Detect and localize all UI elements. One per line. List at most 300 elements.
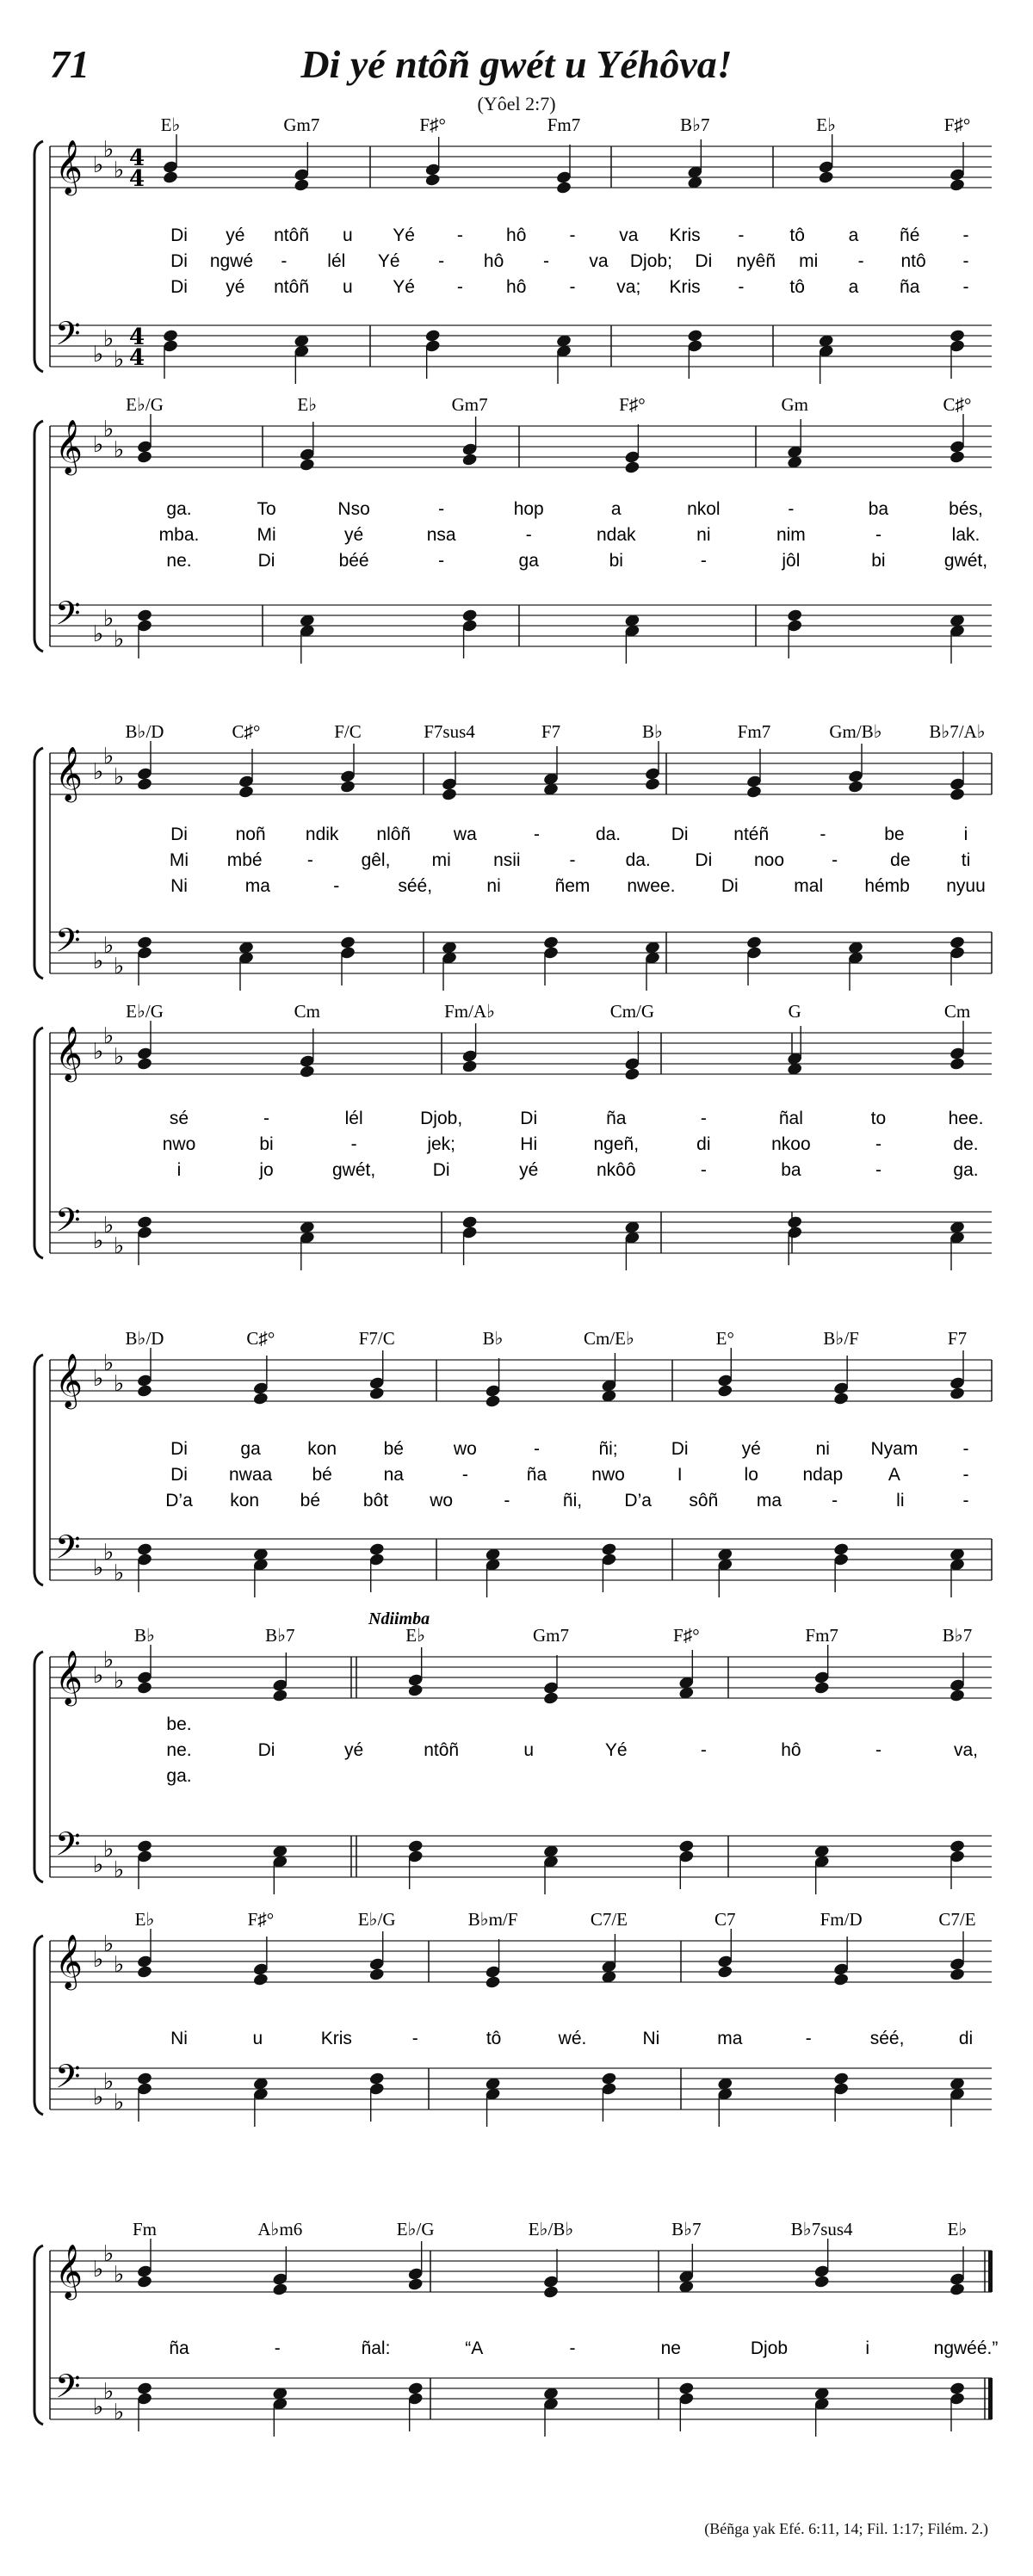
lyric-syllable: ña — [169, 2338, 189, 2358]
lyric-syllable: kon — [230, 1491, 260, 1510]
lyric-syllable: va — [589, 251, 609, 271]
key-flat-icon: ♭ — [93, 1228, 104, 1254]
chord-symbol: B♭7 — [671, 2219, 702, 2239]
lyric-syllable: nkôô — [597, 1160, 636, 1180]
lyric-syllable: a — [610, 499, 622, 519]
lyric-syllable: va, — [953, 1740, 979, 1760]
bass-clef-icon: 𝄢 — [55, 2367, 81, 2413]
lyric-syllable: ba — [868, 499, 889, 519]
lyric-syllable: Hi — [520, 1134, 538, 1154]
lyric-syllable: u — [523, 1740, 535, 1760]
lyric-syllable: ñé — [900, 225, 920, 245]
lyric-syllable: hô — [483, 251, 504, 271]
treble-clef-icon: 𝄞 — [55, 1353, 83, 1407]
system-8 — [34, 2219, 998, 2437]
lyric-syllable: tô — [486, 2029, 502, 2048]
key-flat-icon: ♭ — [93, 1663, 104, 1689]
chord-symbol: E♭/B♭ — [528, 2219, 574, 2239]
chord-symbol: A♭m6 — [257, 2219, 303, 2239]
lyric-syllable: kon — [307, 1439, 337, 1459]
key-flat-icon: ♭ — [103, 1350, 114, 1376]
system-bracket — [34, 2246, 43, 2425]
chord-symbol: F7 — [947, 1328, 968, 1349]
chord-symbol: E° — [715, 1328, 734, 1349]
lyric-syllable: bi — [871, 551, 886, 571]
lyric-syllable: - — [962, 1439, 969, 1459]
lyric-syllable: noñ — [235, 825, 266, 844]
key-flat-icon: ♭ — [93, 342, 104, 368]
chord-symbol: Fm/D — [820, 1909, 863, 1930]
chord-symbol: F♯° — [247, 1909, 275, 1930]
lyric-syllable: nyuu — [946, 876, 986, 896]
lyric-syllable: - — [875, 525, 881, 545]
final-barline — [988, 2378, 993, 2419]
key-flat-icon: ♭ — [103, 1213, 114, 1239]
lyric-syllable: Kris — [320, 2029, 352, 2048]
lyric-syllable: Ni — [642, 2029, 660, 2048]
key-flat-icon: ♭ — [114, 1233, 125, 1259]
key-flat-icon: ♭ — [103, 326, 114, 352]
lyric-syllable: Di — [257, 1740, 275, 1760]
treble-clef-icon: 𝄞 — [55, 1026, 83, 1080]
note-head — [485, 1394, 501, 1409]
note-head — [136, 1057, 152, 1072]
lyric-syllable: - — [962, 251, 969, 271]
chord-symbol: E♭ — [405, 1625, 426, 1646]
system-bracket — [34, 421, 43, 652]
lyric-syllable: i — [865, 2338, 870, 2358]
lyric-syllable: bé — [383, 1439, 404, 1459]
lyric-syllable: Di — [170, 225, 188, 245]
lyric-syllable: va — [619, 225, 639, 245]
key-flat-icon: ♭ — [114, 1952, 125, 1978]
key-flat-icon: ♭ — [103, 2069, 114, 2095]
lyric-syllable: Mi — [257, 525, 276, 545]
key-flat-icon: ♭ — [93, 2394, 104, 2420]
chord-symbol: C7/E — [590, 1909, 628, 1930]
lyric-syllable: - — [857, 251, 864, 271]
key-flat-icon: ♭ — [103, 744, 114, 769]
lyric-syllable: ne — [660, 2338, 681, 2358]
lyric-syllable: ña — [606, 1109, 627, 1128]
lyric-syllable: - — [962, 225, 969, 245]
key-flat-icon: ♭ — [103, 1931, 114, 1957]
note-head — [272, 1689, 288, 1703]
lyric-syllable: - — [306, 850, 313, 870]
lyric-syllable: hee. — [948, 1109, 984, 1128]
chord-symbol: E♭/G — [396, 2219, 435, 2239]
key-flat-icon: ♭ — [114, 2262, 125, 2288]
key-flat-icon: ♭ — [93, 1555, 104, 1581]
note-head — [949, 1057, 965, 1072]
lyric-syllable: noo — [753, 850, 785, 870]
lyric-syllable: Di — [432, 1160, 450, 1180]
lyric-syllable: lél — [327, 251, 346, 271]
lyric-syllable: mbé — [226, 850, 263, 870]
lyric-syllable: ndik — [305, 825, 339, 844]
lyric-syllable: be. — [166, 1714, 192, 1734]
lyric-syllable: li — [896, 1491, 905, 1510]
lyric-syllable: va; — [616, 277, 641, 297]
chord-symbol: Cm/E♭ — [583, 1328, 634, 1349]
lyric-syllable: yé — [344, 525, 364, 545]
lyric-syllable: nsa — [426, 525, 456, 545]
key-flat-icon: ♭ — [103, 2241, 114, 2267]
note-head — [136, 450, 152, 465]
note-head — [745, 785, 762, 800]
lyric-syllable: - — [438, 551, 445, 571]
treble-clef-icon: 𝄞 — [55, 2244, 83, 2298]
scripture-reference: (Yôel 2:7) — [477, 93, 556, 114]
key-flat-icon: ♭ — [93, 432, 104, 458]
lyric-syllable: séé, — [869, 2029, 905, 2048]
lyric-syllable: - — [569, 2338, 576, 2358]
lyric-syllable: ne. — [166, 1740, 192, 1760]
chord-symbol: B♭7 — [265, 1625, 295, 1646]
lyric-syllable: Ni — [170, 876, 188, 896]
key-flat-icon: ♭ — [114, 2400, 125, 2425]
lyric-syllable: Di — [170, 825, 188, 844]
treble-clef-icon: 𝄞 — [55, 746, 83, 800]
lyric-syllable: to — [870, 1109, 887, 1128]
lyric-syllable: - — [700, 1109, 707, 1128]
bass-clef-icon: 𝄢 — [55, 921, 81, 967]
lyric-syllable: - — [788, 499, 795, 519]
key-flat-icon: ♭ — [93, 1852, 104, 1878]
note-head — [624, 1067, 640, 1082]
lyric-syllable: ga. — [953, 1160, 979, 1180]
note-head — [407, 1683, 424, 1698]
lyric-syllable: mi — [431, 850, 451, 870]
lyric-syllable: - — [700, 1740, 707, 1760]
lyric-syllable: Di — [520, 1109, 538, 1128]
note-head — [949, 178, 965, 193]
lyric-syllable: ndap — [802, 1465, 844, 1485]
treble-clef-icon: 𝄞 — [55, 139, 83, 194]
chord-symbol: E♭/G — [126, 1001, 164, 1022]
key-flat-icon: ♭ — [114, 1044, 125, 1070]
note-head — [949, 450, 965, 465]
lyric-syllable: Di — [721, 876, 739, 896]
chord-symbol: C♯° — [246, 1328, 275, 1349]
system-1 — [34, 114, 992, 384]
lyric-syllable: wo — [430, 1491, 454, 1510]
chord-symbol: E♭ — [134, 1909, 155, 1930]
lyric-syllable: yé — [741, 1439, 761, 1459]
note-head — [813, 2275, 830, 2289]
chord-symbol: F♯° — [673, 1625, 700, 1646]
chord-symbol: Gm7 — [533, 1625, 569, 1646]
lyric-syllable: nyêñ — [736, 251, 776, 271]
lyric-syllable: da. — [595, 825, 622, 844]
lyric-syllable: - — [438, 499, 445, 519]
lyric-syllable: nwo — [591, 1465, 625, 1485]
lyric-syllable: Yé — [604, 1740, 628, 1760]
treble-clef-icon: 𝄞 — [55, 1650, 83, 1704]
note-head — [717, 1384, 733, 1399]
lyric-syllable: de. — [953, 1134, 979, 1154]
chord-symbol: B♭/D — [125, 1328, 164, 1349]
lyric-syllable: séé, — [398, 876, 433, 896]
key-flat-icon: ♭ — [114, 1857, 125, 1883]
final-barline — [988, 2251, 993, 2292]
note-head — [949, 788, 965, 802]
lyric-syllable: hémb — [864, 876, 910, 896]
lyric-syllable: To — [257, 499, 276, 519]
lyric-syllable: bé — [312, 1465, 332, 1485]
lyric-syllable: - — [700, 1160, 707, 1180]
lyric-syllable: - — [461, 1465, 468, 1485]
lyric-syllable: ña — [900, 277, 920, 297]
lyric-syllable: ngwé — [209, 251, 254, 271]
footnote-references: (Béñga yak Efé. 6:11, 14; Fil. 1:17; Filém. 2.) — [704, 2520, 988, 2537]
note-head — [368, 1968, 385, 1982]
lyric-syllable: hô — [506, 225, 527, 245]
lyric-syllable: “A — [465, 2338, 484, 2358]
lyric-syllable: be — [884, 825, 905, 844]
lyric-syllable: - — [543, 251, 550, 271]
lyric-syllable: wé. — [558, 2029, 587, 2048]
key-flat-icon: ♭ — [103, 2379, 114, 2405]
note-head — [441, 788, 457, 802]
lyric-syllable: ntôñ — [274, 277, 310, 297]
lyric-syllable: di — [958, 2029, 974, 2048]
lyric-syllable: - — [350, 1134, 357, 1154]
lyric-syllable: i — [176, 1160, 182, 1180]
system-bracket — [34, 1652, 43, 1882]
lyric-syllable: - — [962, 1491, 969, 1510]
bass-clef-icon: 𝄢 — [55, 1201, 81, 1247]
lyric-syllable: jo — [259, 1160, 274, 1180]
lyric-syllable: gêl, — [361, 850, 391, 870]
note-head — [136, 1384, 152, 1399]
lyric-syllable: ba — [781, 1160, 801, 1180]
note-head — [252, 1392, 269, 1406]
lyric-syllable: - — [962, 1465, 969, 1485]
lyric-syllable: ñi, — [562, 1491, 583, 1510]
lyric-syllable: ni — [815, 1439, 830, 1459]
chord-symbol: E♭ — [297, 394, 318, 415]
system-6 — [34, 1609, 992, 1894]
lyric-syllable: ñal: — [361, 2338, 391, 2358]
lyric-syllable: - — [274, 2338, 281, 2358]
lyric-syllable: Di — [671, 1439, 689, 1459]
lyric-syllable: jek; — [427, 1134, 456, 1154]
lyric-syllable: - — [805, 2029, 812, 2048]
lyric-syllable: lak. — [951, 525, 980, 545]
note-head — [136, 2275, 152, 2289]
system-bracket — [34, 1355, 43, 1585]
note-head — [833, 1973, 850, 1987]
note-head — [813, 1681, 830, 1696]
note-head — [136, 1681, 152, 1696]
lyric-syllable: - — [533, 1439, 540, 1459]
chord-symbol: C7/E — [938, 1909, 976, 1930]
lyric-syllable: - — [533, 825, 540, 844]
key-flat-icon: ♭ — [114, 627, 125, 652]
key-flat-icon: ♭ — [114, 954, 125, 979]
hymn-title: Di yé ntôñ gwét u Yéhôva! — [300, 42, 733, 86]
chord-symbol: E♭ — [816, 114, 837, 135]
lyric-syllable: Di — [671, 825, 689, 844]
lyric-syllable: ma — [756, 1491, 782, 1510]
chord-symbol: F♯° — [419, 114, 446, 135]
chord-symbol: F♯° — [943, 114, 971, 135]
lyric-syllable: - — [832, 850, 838, 870]
lyric-syllable: sé — [169, 1109, 189, 1128]
lyric-syllable: Di — [257, 551, 275, 571]
key-flat-icon: ♭ — [93, 2085, 104, 2110]
lyric-syllable: nkoo — [771, 1134, 811, 1154]
chord-symbol: G — [788, 1001, 801, 1022]
key-flat-icon: ♭ — [93, 152, 104, 178]
lyric-syllable: nwaa — [228, 1465, 273, 1485]
chord-symbol: B♭7 — [680, 114, 710, 135]
lyric-syllable: wo — [453, 1439, 477, 1459]
lyric-syllable: na — [383, 1465, 404, 1485]
note-head — [818, 170, 834, 185]
key-flat-icon: ♭ — [93, 948, 104, 974]
system-bracket — [34, 1936, 43, 2115]
note-head — [833, 1392, 850, 1406]
lyric-syllable: bi — [259, 1134, 274, 1154]
lyric-syllable: ga — [240, 1439, 261, 1459]
chord-symbol: B♭7 — [942, 1625, 973, 1646]
tempo-marking: Ndiimba — [368, 1609, 430, 1628]
key-flat-icon: ♭ — [103, 933, 114, 959]
lyric-syllable: - — [456, 277, 463, 297]
lyric-syllable: nwo — [162, 1134, 196, 1154]
key-flat-icon: ♭ — [93, 2257, 104, 2283]
lyric-syllable: lo — [744, 1465, 758, 1485]
lyric-syllable: yé — [344, 1740, 364, 1760]
treble-clef-icon: 𝄞 — [55, 419, 83, 473]
chord-symbol: Cm — [294, 1001, 320, 1022]
time-signature-icon: 4 — [129, 145, 145, 171]
lyric-syllable: bi — [609, 551, 623, 571]
system-bracket — [34, 141, 43, 372]
key-flat-icon: ♭ — [103, 1647, 114, 1673]
chord-symbol: B♭/D — [125, 721, 164, 742]
note-head — [368, 1387, 385, 1401]
note-head — [252, 1973, 269, 1987]
chord-symbol: B♭7/A♭ — [929, 721, 986, 742]
note-head — [299, 1065, 315, 1079]
note-head — [542, 1691, 559, 1706]
lyric-syllable: ntôñ — [424, 1740, 460, 1760]
lyric-syllable: de — [890, 850, 911, 870]
bass-clef-icon: 𝄢 — [55, 1528, 81, 1574]
lyric-syllable: - — [569, 277, 576, 297]
key-flat-icon: ♭ — [114, 1668, 125, 1694]
key-flat-icon: ♭ — [103, 1540, 114, 1566]
lyric-syllable: hô — [506, 277, 527, 297]
lyric-syllable: ntéñ — [733, 825, 770, 844]
key-flat-icon: ♭ — [93, 1366, 104, 1392]
note-head — [407, 2277, 424, 2292]
chord-symbol: Gm/B♭ — [829, 721, 882, 742]
note-head — [461, 1059, 478, 1074]
lyric-syllable: ti — [961, 850, 971, 870]
lyric-syllable: - — [504, 1491, 510, 1510]
lyric-syllable: gwét, — [332, 1160, 376, 1180]
lyric-syllable: i — [963, 825, 968, 844]
lyric-syllable: mba. — [158, 525, 200, 545]
note-head — [555, 181, 572, 195]
lyric-syllable: ngeñ, — [593, 1134, 640, 1154]
chord-symbol: C♯° — [232, 721, 261, 742]
chord-symbol: Gm7 — [283, 114, 320, 135]
lyric-syllable: ni — [696, 525, 711, 545]
lyric-syllable: ñal — [778, 1109, 803, 1128]
lyric-syllable: u — [252, 2029, 263, 2048]
lyric-syllable: lél — [344, 1109, 363, 1128]
lyric-syllable: Djob; — [629, 251, 672, 271]
lyric-syllable: ñi; — [598, 1439, 618, 1459]
lyric-syllable: nwee. — [627, 876, 676, 896]
system-5 — [34, 1328, 992, 1597]
lyric-syllable: - — [569, 225, 576, 245]
lyric-syllable: Nyam — [870, 1439, 919, 1459]
lyric-syllable: Djob, — [420, 1109, 463, 1128]
chord-symbol: B♭ — [642, 721, 663, 742]
lyric-syllable: - — [333, 876, 340, 896]
lyric-syllable: Di — [695, 251, 713, 271]
time-signature-icon: 4 — [129, 324, 145, 350]
chord-symbol: F/C — [334, 721, 362, 742]
chord-symbol: C7 — [714, 1909, 736, 1930]
lyric-syllable: Di — [695, 850, 713, 870]
time-signature-icon: 4 — [129, 345, 145, 371]
bass-clef-icon: 𝄢 — [55, 594, 81, 640]
lyric-syllable: wa — [453, 825, 477, 844]
lyric-syllable: nim — [776, 525, 806, 545]
lyric-syllable: - — [832, 1491, 838, 1510]
lyric-syllable: - — [438, 251, 445, 271]
lyric-syllable: mi — [799, 251, 819, 271]
bass-clef-icon: 𝄢 — [55, 2057, 81, 2103]
chord-symbol: B♭/F — [823, 1328, 859, 1349]
lyric-syllable: ntôñ — [274, 225, 310, 245]
system-4 — [34, 1001, 992, 1270]
system-bracket — [34, 1028, 43, 1258]
lyric-syllable: D’a — [624, 1491, 652, 1510]
chord-symbol: Fm7 — [547, 114, 581, 135]
lyric-syllable: Di — [170, 1465, 188, 1485]
bass-clef-icon: 𝄢 — [55, 1825, 81, 1871]
lyric-syllable: - — [411, 2029, 418, 2048]
chord-symbol: Fm/A♭ — [444, 1001, 496, 1022]
key-flat-icon: ♭ — [114, 158, 125, 183]
lyric-syllable: ña — [526, 1465, 547, 1485]
key-flat-icon: ♭ — [93, 759, 104, 785]
lyric-syllable: bé — [300, 1491, 321, 1510]
note-head — [424, 173, 441, 188]
lyric-syllable: ne. — [166, 551, 192, 571]
chord-symbol: F7sus4 — [424, 721, 475, 742]
lyric-syllable: - — [738, 225, 745, 245]
lyric-syllable: ma — [244, 876, 270, 896]
lyric-syllable: - — [820, 825, 826, 844]
chord-symbol: F7/C — [358, 1328, 395, 1349]
lyric-syllable: - — [875, 1160, 881, 1180]
lyric-syllable: ñem — [554, 876, 591, 896]
lyric-syllable: bôt — [362, 1491, 389, 1510]
key-flat-icon: ♭ — [93, 1947, 104, 1973]
key-flat-icon: ♭ — [114, 2090, 125, 2116]
note-head — [294, 178, 310, 193]
lyric-syllable: di — [696, 1134, 711, 1154]
